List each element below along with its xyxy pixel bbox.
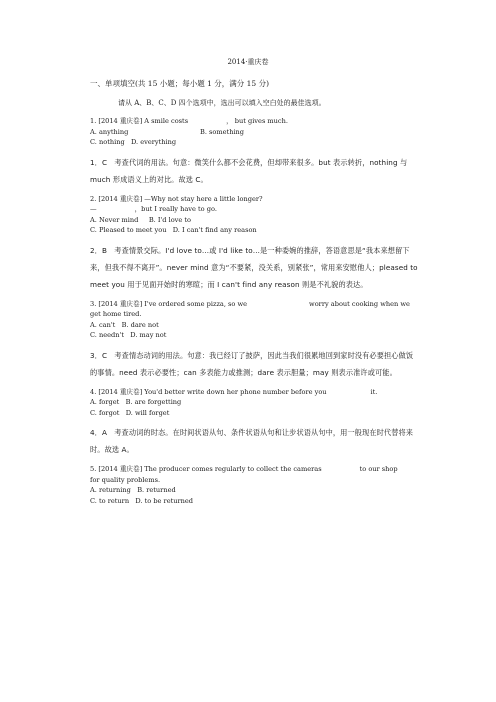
option-a: A. forget xyxy=(90,398,120,406)
option-a: A. returning xyxy=(90,486,131,494)
option-b: B. I'd love to xyxy=(148,215,192,224)
option-a: A. can't xyxy=(90,320,116,329)
answer-explanation-1: 1．C 考查代词的用法。句意：微笑什么都不会花费，但却带来很多。but 表示转折，nothing 与 much 形成语义上的对比。故选 C。 xyxy=(90,157,408,184)
question-3 xyxy=(90,299,420,341)
option-d: D. I can't find any reason xyxy=(172,226,257,234)
question-1 xyxy=(90,116,420,148)
option-b: B. returned xyxy=(137,486,176,494)
option-d: D. to be returned xyxy=(135,496,194,505)
question-4 xyxy=(90,387,420,419)
document-title: 2014·重庆卷 xyxy=(227,58,269,66)
option-c: C. needn't xyxy=(90,331,124,339)
stem-text: it. xyxy=(370,387,378,396)
question-stem xyxy=(90,116,420,127)
option-d: D. will forget xyxy=(125,408,170,417)
stem-text: 1. [2014 重庆卷] A smile costs xyxy=(90,117,189,125)
question-stem-cont: get home tired. xyxy=(90,310,142,318)
question-stem-cont: for quality problems. xyxy=(90,475,161,484)
question-stem-reply xyxy=(90,204,420,215)
dash-text: — xyxy=(90,205,97,213)
options-row xyxy=(90,496,420,507)
stem-text: to our shop xyxy=(359,465,398,473)
option-a: A. Never mind xyxy=(90,215,139,224)
option-a: A. anything xyxy=(90,127,129,136)
stem-text: 4. [2014 重庆卷] You'd better write down her phone number before you xyxy=(90,387,327,396)
option-d: D. may not xyxy=(130,331,167,339)
option-b: B. something xyxy=(200,127,245,136)
option-b: B. are forgetting xyxy=(125,398,182,406)
option-d: D. everything xyxy=(131,138,177,146)
options-row xyxy=(90,215,420,226)
question-list xyxy=(90,116,420,512)
answer-explanation-3: 3．C 考查情态动词的用法。句意：我已经订了披萨，因此当我们很累地回到家时没有必要担心做饭的事情。need 表示必要性；can 多表能力或推测；dare 表示胆量；may 则表示准许或可能。 xyxy=(90,350,414,377)
answer-explanation-2: 2．B 考查情景交际。I'd love to…或 I'd like to…是一种委婉的推辞，答语意思是“我本来想留下来，但我不得不离开”。never mind 意为“不要紧，没关系，别紧张”，常用来安慰他人；pleased to meet you 用于见面开始时的寒暄；而 I can't find any reason 则是不礼貌的表达。 xyxy=(90,245,418,289)
option-c: C. forgot xyxy=(90,408,120,417)
question-stem: 2. [2014 重庆卷] —Why not stay here a little longer? xyxy=(90,194,263,203)
options-row xyxy=(90,127,420,138)
stem-text: ，but I really have to go. xyxy=(134,205,217,213)
options-row xyxy=(90,330,420,341)
option-c: C. to return xyxy=(90,496,130,505)
question-stem xyxy=(90,299,420,310)
instructions: 请从 A、B、C、D 四个选项中，选出可以填入空白处的最佳选项。 xyxy=(118,99,326,107)
options-row xyxy=(90,320,420,331)
option-c: C. Pleased to meet you xyxy=(90,226,167,234)
question-5 xyxy=(90,464,420,506)
stem-text: 3. [2014 重庆卷] I've ordered some pizza, so we xyxy=(90,299,248,308)
question-stem xyxy=(90,387,420,398)
options-row xyxy=(90,397,420,408)
question-2 xyxy=(90,194,420,236)
section-heading: 一、单项填空(共 15 小题；每小题 1 分，满分 15 分) xyxy=(90,79,270,88)
options-row xyxy=(90,225,420,236)
stem-text: ， but gives much. xyxy=(226,117,288,125)
options-row xyxy=(90,137,420,148)
option-b: B. dare not xyxy=(121,320,159,329)
stem-text: 5. [2014 重庆卷] The producer comes regularly to collect the cameras xyxy=(90,465,322,473)
option-c: C. nothing xyxy=(90,138,125,146)
answer-explanation-4: 4．A 考查动词的时态。在时间状语从句、条件状语从句和让步状语从句中，用一般现在时代替将来时。故选 A。 xyxy=(90,428,414,454)
options-row xyxy=(90,485,420,496)
options-row xyxy=(90,408,420,419)
stem-text: worry about cooking when we xyxy=(309,299,410,308)
question-stem xyxy=(90,464,420,475)
